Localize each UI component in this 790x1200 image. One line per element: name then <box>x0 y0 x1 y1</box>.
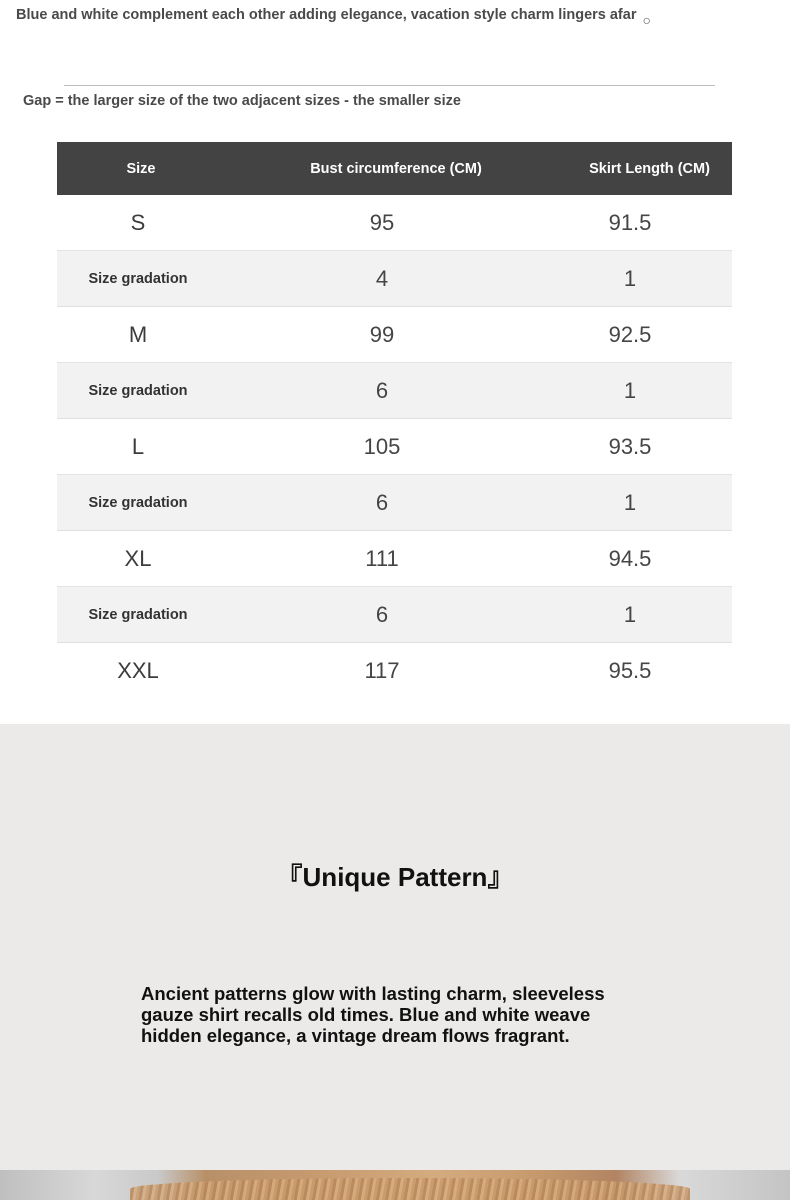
row-gradation-label: Size gradation <box>88 270 188 287</box>
row-bust-value: 95 <box>369 209 395 235</box>
top-caption-text: Blue and white complement each other adding elegance, vacation style charm lingers afar <box>16 7 637 23</box>
table-row-l <box>57 419 732 475</box>
row-size-label: L <box>131 433 145 459</box>
row-size-label: XXL <box>117 658 159 683</box>
table-header <box>57 142 732 195</box>
row-gradation-label: Size gradation <box>88 494 188 511</box>
feature-section <box>0 724 790 1170</box>
row-gradation-label: Size gradation <box>88 382 188 399</box>
table-row-gradation <box>57 475 732 531</box>
circle-mark-icon: ○ <box>642 12 651 28</box>
row-size-label: XL <box>124 545 152 571</box>
row-bust-value: 105 <box>363 433 401 459</box>
divider-line <box>64 85 715 86</box>
row-bust-gap: 6 <box>375 489 389 515</box>
straw-hat-image <box>130 1178 690 1200</box>
header-length: Skirt Length (CM) <box>589 160 710 177</box>
table-row-xxl <box>57 643 732 699</box>
row-length-gap: 1 <box>623 265 637 291</box>
header-bust: Bust circumference (CM) <box>310 160 482 177</box>
table-row-gradation <box>57 251 732 307</box>
row-bust-value: 111 <box>365 545 399 571</box>
row-bust-gap: 6 <box>375 377 389 403</box>
table-row-gradation <box>57 587 732 643</box>
row-length-value: 91.5 <box>608 209 652 235</box>
table-row-s <box>57 195 732 251</box>
table-row-m <box>57 307 732 363</box>
row-bust-value: 99 <box>369 321 395 347</box>
top-caption <box>16 6 651 28</box>
gap-note: Gap = the larger size of the two adjacent sizes - the smaller size <box>23 93 461 109</box>
row-length-value: 94.5 <box>608 545 652 571</box>
row-gradation-label: Size gradation <box>88 606 188 623</box>
table-row-xl <box>57 531 732 587</box>
feature-title: 『Unique Pattern』 <box>276 862 514 892</box>
row-length-gap: 1 <box>623 601 637 627</box>
row-length-value: 95.5 <box>608 658 652 683</box>
row-bust-gap: 6 <box>375 601 389 627</box>
row-length-gap: 1 <box>623 377 637 403</box>
row-size-label: S <box>130 209 146 235</box>
row-length-value: 92.5 <box>608 321 652 347</box>
row-length-gap: 1 <box>623 489 637 515</box>
feature-description: Ancient patterns glow with lasting charm, sleeveless gauze shirt recalls old times. Blue and white weave hidden elegance, a vintage dream flows fragrant. <box>141 983 605 1046</box>
size-chart-table <box>57 142 732 699</box>
row-size-label: M <box>128 321 148 347</box>
row-bust-value: 117 <box>364 658 400 683</box>
row-length-value: 93.5 <box>608 433 652 459</box>
row-bust-gap: 4 <box>375 265 389 291</box>
table-row-gradation <box>57 363 732 419</box>
header-size: Size <box>126 160 156 177</box>
